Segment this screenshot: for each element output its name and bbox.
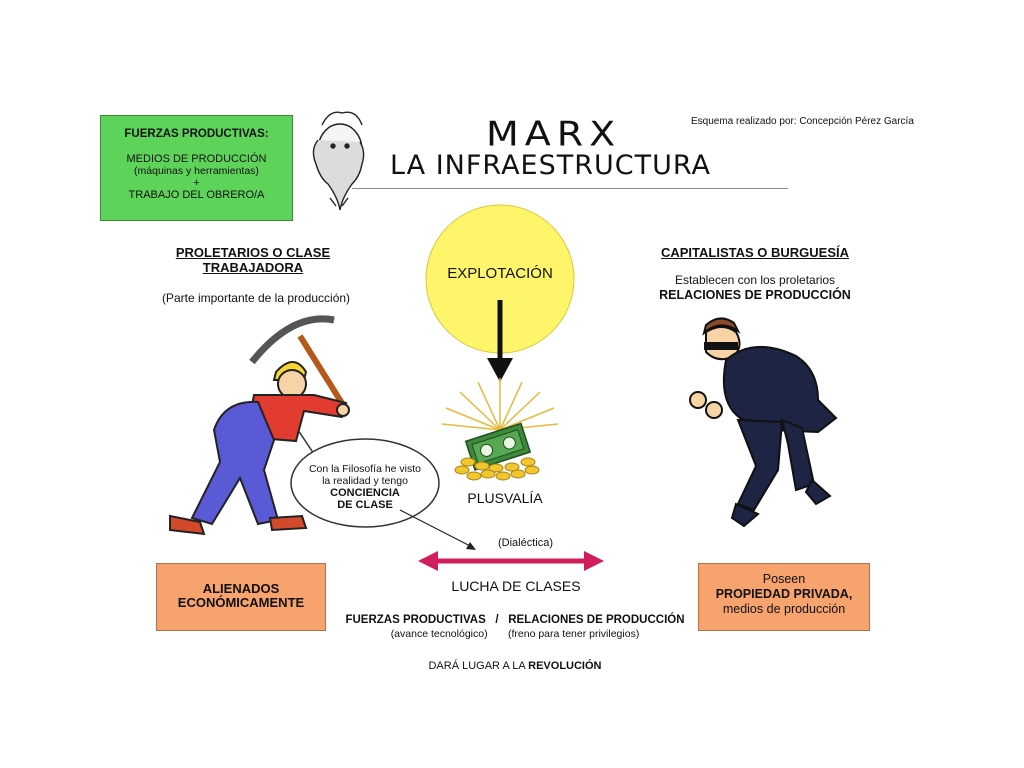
revolucion-word: REVOLUCIÓN bbox=[528, 660, 602, 672]
title-infraestructura: LA INFRAESTRUCTURA bbox=[390, 150, 711, 181]
trabajo-obrero-label: TRABAJO DEL OBRERO/A bbox=[128, 189, 265, 201]
bottom-freno-label: (freno para tener privilegios) bbox=[508, 628, 640, 640]
propiedad-line1: Poseen bbox=[762, 572, 806, 586]
fuerzas-productivas-box bbox=[100, 115, 293, 221]
revolucion-prefix: DARÁ LUGAR A LA bbox=[428, 660, 526, 672]
fuerzas-relaciones-line bbox=[330, 614, 700, 626]
lucha-double-arrow bbox=[418, 551, 604, 571]
revolucion-line bbox=[380, 660, 650, 672]
explotacion-label: EXPLOTACIÓN bbox=[447, 265, 553, 282]
bubble-line4: DE CLASE bbox=[337, 499, 393, 511]
lucha-clases-label: LUCHA DE CLASES bbox=[451, 578, 581, 594]
bottom-avance-label: (avance tecnológico) bbox=[390, 628, 488, 640]
author-credit: Esquema realizado por: Concepción Pérez García bbox=[691, 116, 914, 127]
alienados-line1: ALIENADOS bbox=[202, 581, 280, 596]
money-pile bbox=[455, 423, 539, 480]
maquinas-herramientas-label: (máquinas y herramientas) bbox=[134, 165, 259, 177]
bubble-pointer-arrow bbox=[400, 510, 476, 550]
capitalistas-heading: CAPITALISTAS O BURGUESÍA bbox=[660, 245, 850, 260]
proletarios-heading-line1: PROLETARIOS O CLASE bbox=[175, 245, 331, 260]
bottom-fuerzas-label: FUERZAS PRODUCTIVAS bbox=[345, 614, 486, 626]
alienados-box bbox=[156, 563, 326, 631]
speech-bubble-text bbox=[296, 463, 434, 511]
dialectica-label: (Dialéctica) bbox=[498, 537, 554, 549]
proletarios-heading bbox=[158, 245, 348, 275]
relaciones-produccion-label: RELACIONES DE PRODUCCIÓN bbox=[659, 288, 851, 302]
capitalist-illustration bbox=[690, 318, 836, 526]
propiedad-line3: medios de producción bbox=[722, 602, 846, 616]
plus-sign: + bbox=[193, 177, 200, 189]
plusvalia-label: PLUSVALÍA bbox=[467, 490, 543, 506]
propiedad-line2: PROPIEDAD PRIVADA, bbox=[715, 587, 853, 601]
title-divider bbox=[352, 188, 788, 189]
bubble-line2: la realidad y tengo bbox=[322, 475, 408, 487]
bottom-relaciones-label: RELACIONES DE PRODUCCIÓN bbox=[508, 614, 685, 626]
fuerzas-productivas-title: FUERZAS PRODUCTIVAS: bbox=[124, 128, 269, 140]
fuerzas-relaciones-subline bbox=[330, 628, 700, 640]
proletarios-heading-line2: TRABAJADORA bbox=[202, 260, 304, 275]
proletarios-subtitle: (Parte importante de la producción) bbox=[161, 291, 351, 305]
bubble-line1: Con la Filosofía he visto bbox=[308, 463, 422, 475]
bubble-line3: CONCIENCIA bbox=[330, 487, 400, 499]
propiedad-privada-box bbox=[698, 563, 870, 631]
capitalistas-description bbox=[630, 273, 880, 303]
capitalistas-line1: Establecen con los proletarios bbox=[674, 273, 836, 287]
medios-produccion-label: MEDIOS DE PRODUCCIÓN bbox=[126, 153, 267, 165]
alienados-line2: ECONÓMICAMENTE bbox=[177, 595, 305, 610]
bottom-separator: / bbox=[495, 614, 499, 626]
money-rays bbox=[442, 378, 558, 430]
marx-portrait bbox=[313, 112, 363, 210]
title-marx: MARX bbox=[486, 114, 622, 154]
